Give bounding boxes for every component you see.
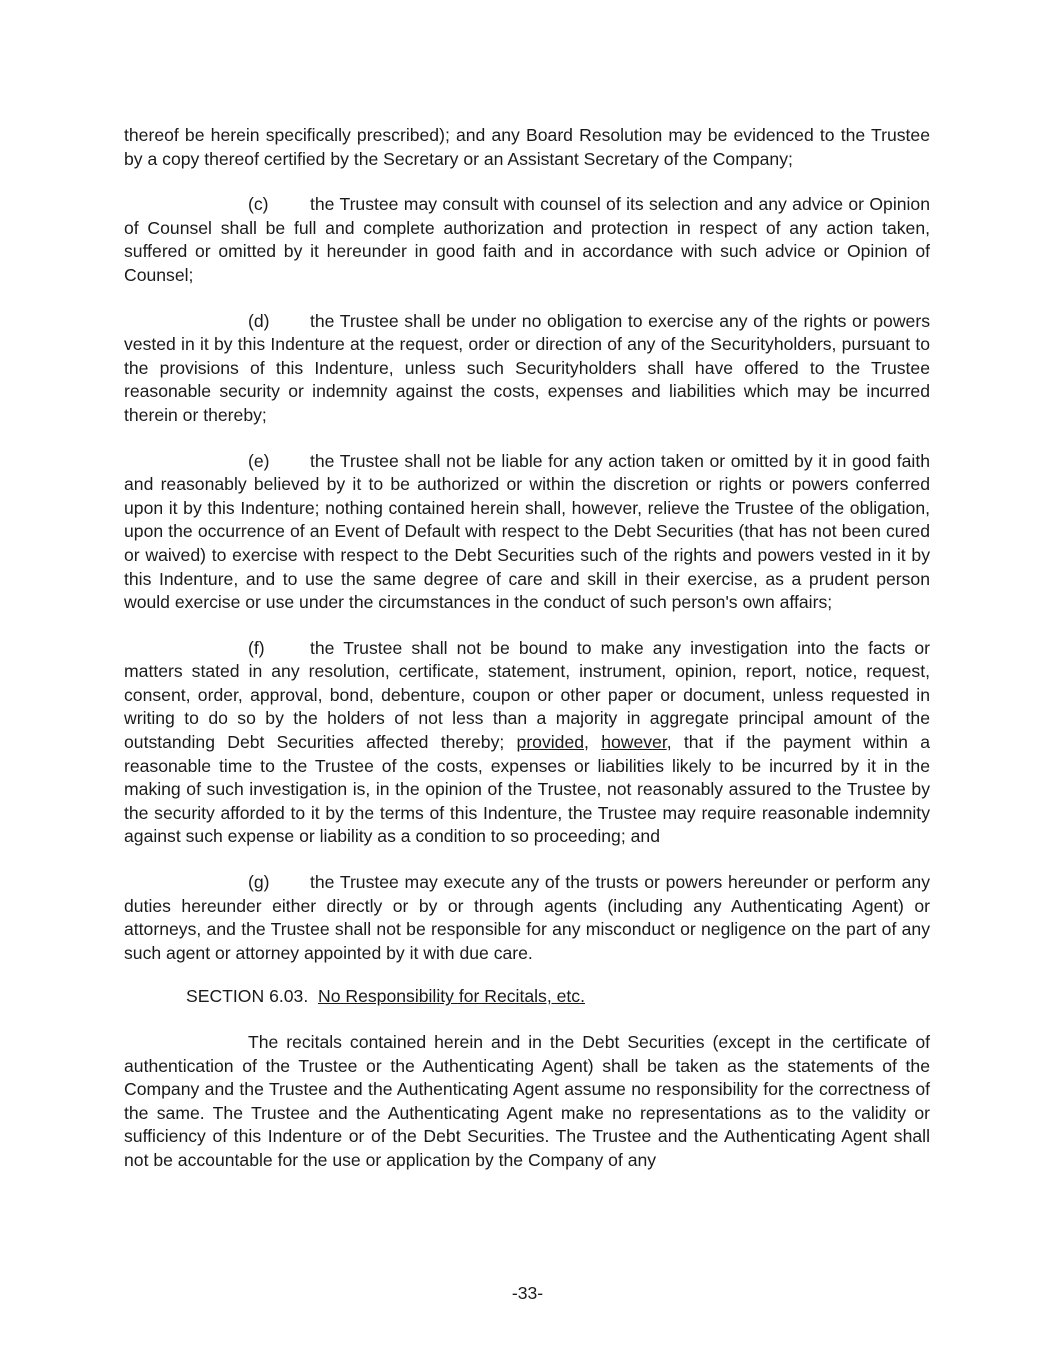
clause-f-provided: provided (516, 732, 585, 753)
clause-c (124, 193, 930, 287)
clause-f (124, 637, 930, 849)
clause-g-letter: (g) (248, 872, 270, 893)
clause-c-letter: (c) (248, 194, 269, 215)
clause-d-letter: (d) (248, 310, 270, 331)
clause-d-text: the Trustee shall be under no obligation to exercise any of the rights or powers vested in it by this Indenture at the request, order or direction of any of the Securityholders, pursuant to the provisions of this Indenture, unless such Securityholders shall have offered to the Trustee reasonable security or indemnity against the costs, expenses and liabilities which may be incurred therein or thereby; (124, 310, 930, 425)
section-heading (186, 985, 930, 1009)
clause-f-text-before: the Trustee shall not be bound to make any investigation into the facts or matters stated in any resolution, certificate, statement, instrument, opinion, report, notice, request, consent, order, approval, bond, debenture, coupon or other paper or document, unless requested in writing to do so by the holders of not less than a majority in aggregate principal amount of the outstanding Debt Securities affected thereby; (124, 637, 930, 753)
clause-f-however: however (601, 732, 667, 753)
section-title: No Responsibility for Recitals, etc. (318, 986, 585, 1007)
clause-f-separator: , (584, 732, 602, 753)
closing-paragraph (124, 1031, 930, 1173)
clause-e-letter: (e) (248, 450, 270, 471)
opening-paragraph: thereof be herein specifically prescribed); and any Board Resolution may be evidenced to the Trustee by a copy thereof certified by the Secretary or an Assistant Secretary of the Company; (124, 125, 930, 169)
clause-f-text-after: , that if the payment within a reasonable time to the Trustee of the costs, expenses or liabilities likely to be incurred by it in the making of such investigation is, in the opinion of the Trustee, not reasonably assured to the Trustee by the security afforded to it by the terms of this Indenture, the Trustee may require reasonable indemnity against such expense or liability as a condition to so proceeding; and (124, 732, 930, 847)
clause-f-letter: (f) (248, 637, 265, 658)
clause-c-text: the Trustee may consult with counsel of its selection and any advice or Opinion of Counsel shall be full and complete authorization and protection in respect of any action taken, suffered or omitted by it hereunder in good faith and in accordance with such advice or Opinion of Counsel; (124, 194, 930, 285)
clause-e (124, 450, 930, 615)
clause-e-text: the Trustee shall not be liable for any action taken or omitted by it in good faith and reasonably believed by it to be authorized or within the discretion or rights or powers conferred upon it by this Indenture; nothing contained herein shall, however, relieve the Trustee of the obligation, upon the occurrence of an Event of Default with respect to the Debt Securities (that has not been cured or waived) to exercise with respect to the Debt Securities such of the rights and powers vested in it by this Indenture, and to use the same degree of care and skill in their exercise, as a prudent person would exercise or use under the circumstances in the conduct of such person's own affairs; (124, 450, 930, 613)
section-number: SECTION 6.03. (186, 986, 309, 1007)
document-page (124, 124, 930, 1173)
clause-g-text: the Trustee may execute any of the trusts or powers hereunder or perform any duties hereunder either directly or by or through agents (including any Authenticating Agent) or attorneys, and the Trustee shall not be responsible for any misconduct or negligence on the part of any such agent or attorney appointed by it with due care. (124, 872, 930, 963)
page-number: -33- (511, 1283, 544, 1303)
closing-text: The recitals contained herein and in the Debt Securities (except in the certificate of authentication of the Trustee or the Authenticating Agent) shall be taken as the statements of the Company and the Trustee and the Authenticating Agent assume no responsibility for the correctness of the same. The Trustee and the Authenticating Agent make no representations as to the validity or sufficiency of this Indenture or of the Debt Securities. The Trustee and the Authenticating Agent shall not be accountable for the use or application by the Company of any (124, 1032, 930, 1170)
clause-d (124, 310, 930, 428)
clause-g (124, 871, 930, 965)
